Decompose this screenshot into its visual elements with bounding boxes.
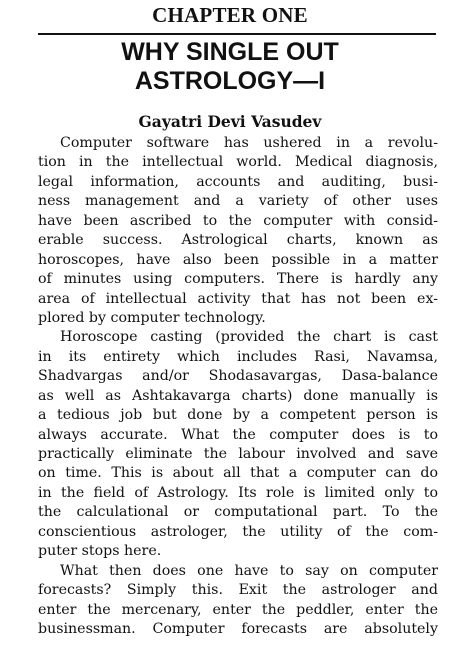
paragraph-1-line-2: tion in the intellectual world. Medical diagnosis, [38,154,438,171]
chapter-title-line-1: WHY SINGLE OUT [121,38,339,66]
paragraph-3-line-2: forecasts? Simply this. Exit the astrologer and [38,582,438,599]
chapter-rule [38,33,436,35]
paragraph-2-line-10: the calculational or computational part. To the [38,504,438,521]
author-name: Gayatri Devi Vasudev [138,112,322,131]
paragraph-2-line-5: a tedious job but done by a competent person is [38,407,438,424]
paragraph-3-line-3: enter the mercenary, enter the peddler, enter the [38,601,438,618]
paragraph-2-line-3: Shadvargas and/or Shodasavargas, Dasa-balance [38,368,438,385]
paragraph-2-line-4: as well as Ashtakavarga charts) done manually is [38,387,438,404]
chapter-title-line-2: ASTROLOGY—I [134,67,326,95]
paragraph-2-line-11: conscientious astrologer, the utility of the com- [38,523,438,540]
paragraph-2-line-1: Horoscope casting (provided the chart is cast [60,329,438,346]
paragraph-2-line-2: in its entirety which includes Rasi, Navamsa, [38,348,438,365]
chapter-title [0,38,460,96]
paragraph-1-line-4: ness management and a variety of other uses [38,193,438,210]
paragraph-2-line-6: always accurate. What the computer does is to [38,426,438,443]
paragraph-1-line-6: erable success. Astrological charts, known as [38,232,438,249]
paragraph-2-line-9: in the field of Astrology. Its role is limited only to [38,484,438,501]
paragraph-1-line-1: Computer software has ushered in a revolu- [60,135,438,151]
paragraph-1-line-9: area of intellectual activity that has not been ex- [38,290,438,307]
paragraph-2-line-8: on time. This is about all that a computer can do [38,465,438,482]
paragraph-2-line-12: puter stops here. [38,543,162,560]
body-text [38,134,438,639]
paragraph-1-line-5: have been ascribed to the computer with consid- [38,212,438,229]
paragraph-3-line-4: businessman. Computer forecasts are absolutely [38,620,438,637]
paragraph-1-line-10: plored by computer technology. [38,309,266,326]
paragraph-2-line-7: practically eliminate the labour involved and save [38,446,438,463]
chapter-label: CHAPTER ONE [152,3,308,27]
paragraph-3-line-1: What then does one have to say on computer [60,562,438,579]
paragraph-1-line-3: legal information, accounts and auditing, busi- [38,173,438,190]
paragraph-1-line-7: horoscopes, have also been possible in a matter [38,251,438,268]
paragraph-1-line-8: of minutes using computers. There is hardly any [38,271,438,288]
